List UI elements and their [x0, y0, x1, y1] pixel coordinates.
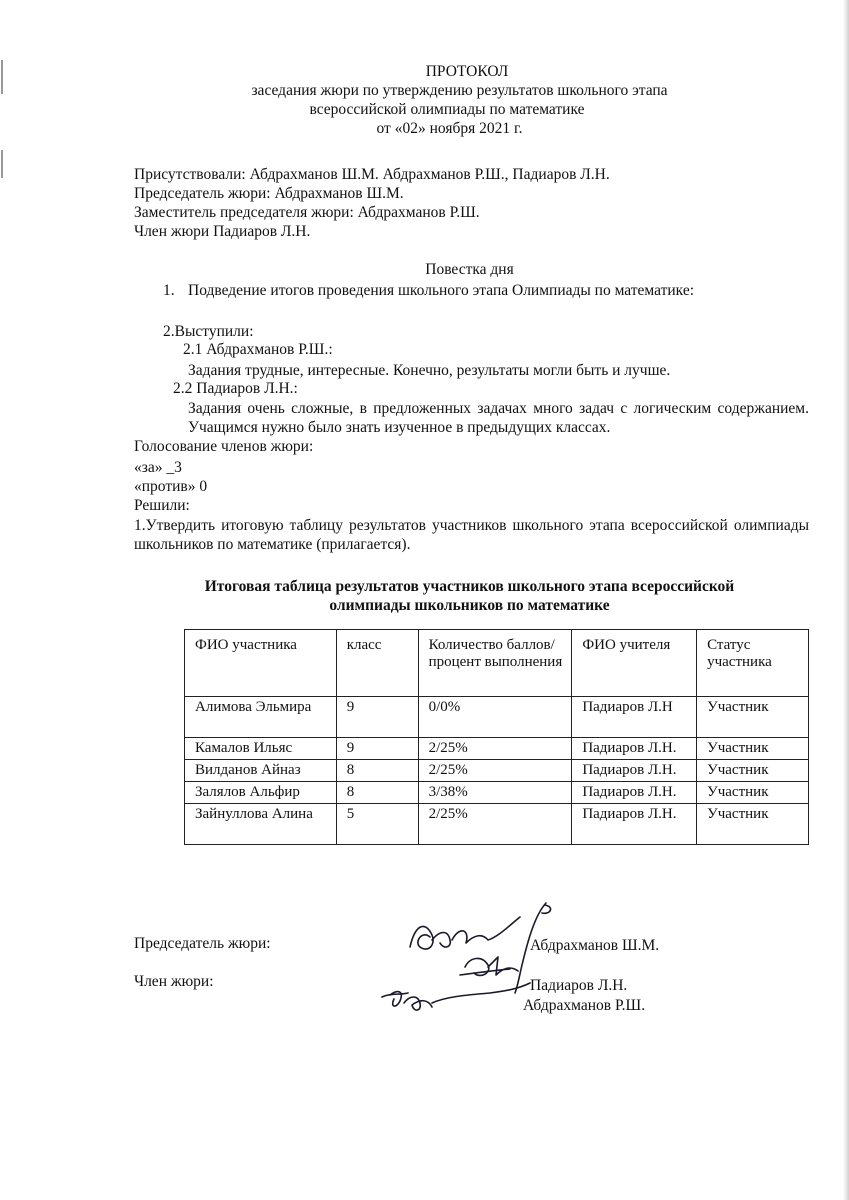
scan-margin-mark: [1, 150, 3, 178]
results-table: [184, 629, 809, 845]
table-row: [185, 782, 809, 804]
cell-score: 2/25%: [418, 738, 572, 760]
attendance-present: Присутствовали: Абдрахманов Ш.М. Абдрахманов Р.Ш., Падиаров Л.Н.: [134, 166, 610, 183]
header-cell-grade: класс: [336, 630, 418, 697]
voting-heading: Голосование членов жюри:: [134, 438, 314, 455]
table-row: [185, 697, 809, 738]
cell-participant: Залялов Альфир: [185, 782, 337, 804]
header-cell-name: ФИО участника: [185, 630, 337, 697]
speech-1-name: 2.1 Абдрахманов Р.Ш.:: [183, 341, 333, 358]
cell-teacher: Падиаров Л.Н: [572, 697, 697, 738]
document-subtitle-line1: заседания жюри по утверждению результатов школьного этапа: [251, 82, 668, 99]
cell-teacher: Падиаров Л.Н.: [572, 804, 697, 845]
document-date: от «02» ноября 2021 г.: [376, 120, 523, 137]
cell-score: 2/25%: [418, 804, 572, 845]
cell-status: Участник: [697, 738, 809, 760]
speech-2-text: Задания очень сложные, в предложенных задачах много задач с логическим содержанием. Учащимся нужно было знать изученное в предыдущих классах.: [188, 400, 809, 436]
header-cell-teacher: ФИО учителя: [572, 630, 697, 697]
cell-grade: 5: [336, 804, 418, 845]
speeches-heading: 2.Выступили:: [163, 323, 254, 340]
cell-grade: 9: [336, 697, 418, 738]
cell-teacher: Падиаров Л.Н.: [572, 738, 697, 760]
speech-2-name: 2.2 Падиаров Л.Н.:: [173, 380, 298, 397]
decision-heading: Решили:: [134, 497, 190, 514]
attendance-member: Член жюри Падиаров Л.Н.: [134, 223, 311, 240]
agenda-heading: Повестка дня: [425, 261, 514, 278]
voting-for: «за» _3: [134, 459, 182, 476]
agenda-item: Подведение итогов проведения школьного этапа Олимпиады по математике:: [188, 282, 695, 299]
signature-chair-name: Абдрахманов Ш.М.: [530, 937, 660, 954]
cell-participant: Зайнуллова Алина: [185, 804, 337, 845]
attendance-chair: Председатель жюри: Абдрахманов Ш.М.: [134, 185, 404, 202]
agenda-item-number: 1.: [163, 282, 175, 299]
header-cell-score: Количество баллов/процент выполнения: [418, 630, 572, 697]
cell-grade: 8: [336, 760, 418, 782]
cell-grade: 9: [336, 738, 418, 760]
cell-participant: Вилданов Айназ: [185, 760, 337, 782]
decision-text: 1.Утвердить итоговую таблицу результатов участников школьного этапа всероссийской олимпиады школьников по математике (прилагается).: [134, 517, 809, 553]
voting-against: «против» 0: [134, 478, 208, 495]
document-title: ПРОТОКОЛ: [425, 63, 509, 80]
handwritten-signatures: [370, 895, 570, 1035]
signature-member-name-1: Падиаров Л.Н.: [530, 977, 628, 994]
cell-score: 3/38%: [418, 782, 572, 804]
cell-status: Участник: [697, 697, 809, 738]
cell-grade: 8: [336, 782, 418, 804]
table-title-line1: Итоговая таблица результатов участников школьного этапа всероссийской: [204, 578, 735, 595]
cell-status: Участник: [697, 782, 809, 804]
cell-score: 0/0%: [418, 697, 572, 738]
attendance-deputy: Заместитель председателя жюри: Абдрахманов Р.Ш.: [134, 204, 480, 221]
header-cell-status: Статус участника: [697, 630, 809, 697]
signature-member-name-2: Абдрахманов Р.Ш.: [523, 997, 646, 1014]
table-header-row: [185, 630, 809, 697]
document-header: [0, 62, 849, 138]
cell-participant: Алимова Эльмира: [185, 697, 337, 738]
speech-1-text: Задания трудные, интересные. Конечно, результаты могли быть и лучше.: [188, 362, 671, 379]
cell-teacher: Падиаров Л.Н.: [572, 782, 697, 804]
cell-participant: Камалов Ильяс: [185, 738, 337, 760]
cell-status: Участник: [697, 760, 809, 782]
cell-status: Участник: [697, 804, 809, 845]
table-row: [185, 760, 809, 782]
table-row: [185, 804, 809, 845]
cell-teacher: Падиаров Л.Н.: [572, 760, 697, 782]
cell-score: 2/25%: [418, 760, 572, 782]
signature-member-label: Член жюри:: [134, 973, 214, 990]
table-row: [185, 738, 809, 760]
table-title-line2: олимпиады школьников по математике: [329, 597, 610, 614]
document-subtitle-line2: всероссийской олимпиады по математике: [309, 101, 585, 118]
signature-chair-label: Председатель жюри:: [134, 935, 271, 952]
